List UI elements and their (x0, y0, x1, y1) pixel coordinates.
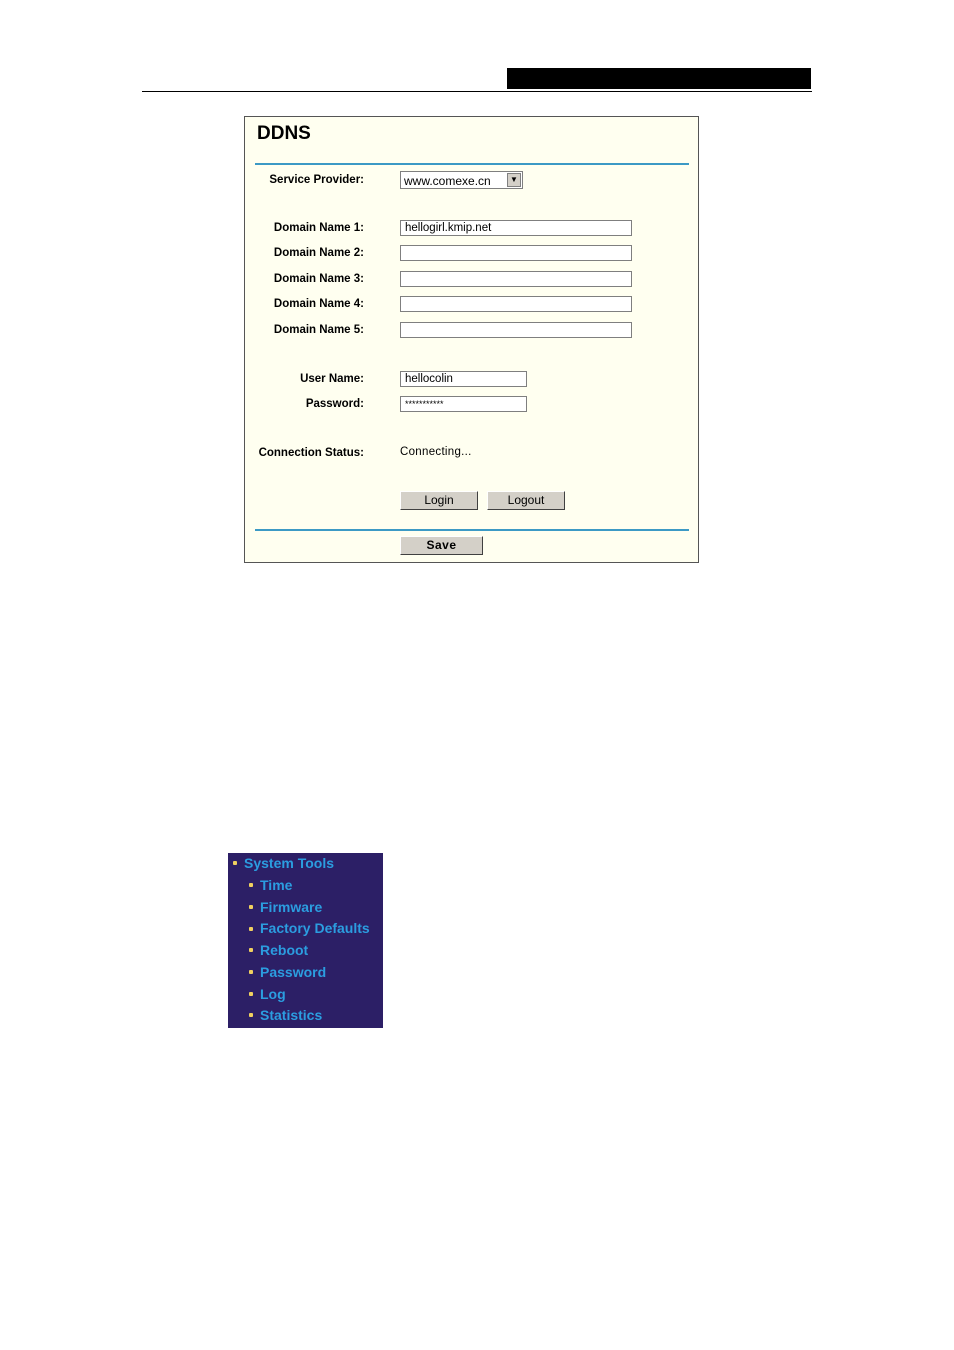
domain-name-5-label: Domain Name 5: (273, 324, 364, 336)
domain-name-2-label: Domain Name 2: (273, 247, 364, 259)
domain-name-3-label: Domain Name 3: (273, 273, 364, 285)
domain-name-2-input[interactable] (400, 245, 632, 261)
system-tools-menu (228, 853, 383, 1028)
bullet-icon (249, 883, 253, 887)
bottom-divider (255, 529, 689, 531)
domain-name-1-label: Domain Name 1: (273, 222, 364, 234)
header-bar (507, 68, 811, 89)
user-name-label: User Name: (300, 373, 364, 385)
domain-name-5-input[interactable] (400, 322, 632, 338)
bullet-icon (249, 1013, 253, 1017)
bullet-icon (249, 948, 253, 952)
logout-button[interactable]: Logout (487, 491, 565, 510)
domain-name-4-input[interactable] (400, 296, 632, 312)
domain-name-3-input[interactable] (400, 271, 632, 287)
menu-heading-system-tools[interactable]: System Tools (244, 855, 334, 871)
service-provider-select[interactable] (400, 171, 523, 189)
save-button[interactable]: Save (400, 536, 483, 555)
login-button[interactable]: Login (400, 491, 478, 510)
bullet-icon (249, 970, 253, 974)
chevron-down-icon[interactable]: ▼ (507, 173, 521, 187)
domain-name-1-input[interactable] (400, 220, 632, 236)
menu-item-factory-defaults[interactable]: Factory Defaults (260, 920, 370, 936)
password-label: Password: (305, 398, 364, 410)
menu-item-firmware[interactable]: Firmware (260, 899, 323, 915)
ddns-panel (244, 116, 699, 563)
menu-item-reboot[interactable]: Reboot (260, 942, 309, 958)
password-input[interactable] (400, 396, 527, 412)
menu-item-log[interactable]: Log (260, 986, 286, 1002)
bullet-icon (249, 905, 253, 909)
connection-status-value: Connecting... (400, 446, 472, 458)
menu-item-statistics[interactable]: Statistics (260, 1007, 323, 1023)
service-provider-value: www.comexe.cn (404, 174, 491, 188)
menu-item-password[interactable]: Password (260, 964, 327, 980)
connection-status-label: Connection Status: (258, 447, 364, 459)
top-divider (255, 163, 689, 165)
bullet-icon (233, 861, 237, 865)
menu-item-time[interactable]: Time (260, 877, 293, 893)
domain-name-4-label: Domain Name 4: (273, 298, 364, 310)
service-provider-label: Service Provider: (269, 174, 364, 186)
page-title: DDNS (257, 123, 311, 144)
bullet-icon (249, 927, 253, 931)
header-rule (142, 91, 812, 92)
bullet-icon (249, 992, 253, 996)
user-name-input[interactable] (400, 371, 527, 387)
